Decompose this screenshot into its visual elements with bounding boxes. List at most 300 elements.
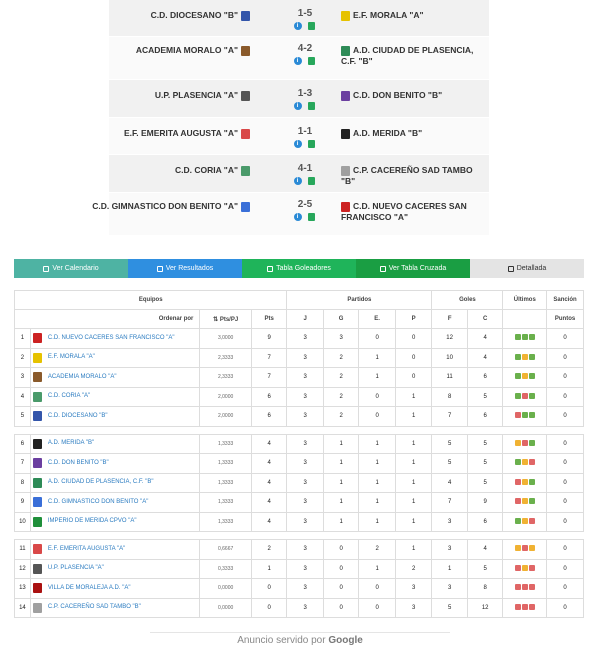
drawn: 1 bbox=[359, 454, 396, 474]
match-score: 2-5 bbox=[297, 199, 313, 210]
team-crest-icon bbox=[33, 603, 42, 613]
sanction-points: 0 bbox=[547, 329, 584, 349]
form-win-icon bbox=[522, 412, 528, 418]
drawn: 0 bbox=[359, 407, 396, 427]
drawn: 1 bbox=[359, 559, 396, 579]
drawn: 1 bbox=[359, 512, 396, 532]
sanction-points: 0 bbox=[547, 387, 584, 407]
report-icon[interactable] bbox=[308, 213, 315, 221]
form-loss-icon bbox=[522, 584, 528, 590]
goals-against: 4 bbox=[467, 329, 503, 349]
drawn: 0 bbox=[359, 329, 396, 349]
last-results bbox=[503, 512, 547, 532]
away-team[interactable]: A.D. CIUDAD DE PLASENCIA, C.F. "B" bbox=[341, 45, 474, 66]
pts-per-game: 2,3333 bbox=[200, 368, 251, 388]
lost: 1 bbox=[395, 512, 431, 532]
form-loss-icon bbox=[529, 604, 535, 610]
played: 3 bbox=[287, 387, 323, 407]
match-score: 1-1 bbox=[297, 126, 313, 137]
team-name[interactable]: C.D. DIOCESANO "B" bbox=[30, 407, 200, 427]
pts-per-game: 2,0000 bbox=[200, 407, 251, 427]
position: 14 bbox=[15, 598, 31, 618]
home-team-crest-icon bbox=[241, 91, 250, 101]
match-actions bbox=[289, 57, 319, 65]
sanction-points: 0 bbox=[547, 493, 584, 513]
form-loss-icon bbox=[529, 459, 535, 465]
pts-per-game: 1,3333 bbox=[200, 493, 251, 513]
table-row[interactable] bbox=[15, 540, 584, 560]
drawn: 0 bbox=[359, 579, 396, 599]
form-loss-icon bbox=[522, 440, 528, 446]
pts-per-game: 2,3333 bbox=[200, 348, 251, 368]
position: 10 bbox=[15, 512, 31, 532]
points: 7 bbox=[251, 348, 287, 368]
form-win-icon bbox=[529, 393, 535, 399]
won: 2 bbox=[323, 387, 359, 407]
form-loss-icon bbox=[529, 565, 535, 571]
drawn: 2 bbox=[359, 540, 396, 560]
points: 4 bbox=[251, 434, 287, 454]
position: 4 bbox=[15, 387, 31, 407]
lost: 1 bbox=[395, 454, 431, 474]
last-results bbox=[503, 329, 547, 349]
played: 3 bbox=[287, 454, 323, 474]
sort-p[interactable]: P bbox=[395, 310, 431, 329]
form-loss-icon bbox=[515, 479, 521, 485]
form-draw-icon bbox=[522, 479, 528, 485]
played: 3 bbox=[287, 559, 323, 579]
home-team-crest-icon bbox=[241, 11, 250, 21]
form-win-icon bbox=[529, 354, 535, 360]
away-team[interactable]: C.D. DON BENITO "B" bbox=[341, 90, 486, 101]
team-name[interactable]: C.D. CORIA "A" bbox=[30, 387, 200, 407]
form-draw-icon bbox=[522, 373, 528, 379]
table-row[interactable] bbox=[15, 368, 584, 388]
group-separator bbox=[15, 532, 584, 540]
match-actions bbox=[289, 213, 319, 221]
report-icon[interactable] bbox=[308, 22, 315, 30]
tab-icon bbox=[380, 266, 386, 272]
position: 9 bbox=[15, 493, 31, 513]
team-name[interactable]: E.F. MORALA "A" bbox=[30, 348, 200, 368]
table-row[interactable] bbox=[15, 407, 584, 427]
ad-footer bbox=[150, 632, 450, 646]
last-results bbox=[503, 540, 547, 560]
team-crest-icon bbox=[33, 333, 42, 343]
match-score: 4-2 bbox=[297, 43, 313, 54]
away-team[interactable]: C.P. CACEREÑO SAD TAMBO "B" bbox=[341, 165, 473, 186]
goals-against: 6 bbox=[467, 368, 503, 388]
team-crest-icon bbox=[33, 411, 42, 421]
goals-against: 5 bbox=[467, 559, 503, 579]
match-list bbox=[92, 0, 489, 236]
position: 8 bbox=[15, 473, 31, 493]
tab-icon bbox=[508, 266, 514, 272]
pts-per-game: 1,3333 bbox=[200, 473, 251, 493]
pts-per-game: 0,0000 bbox=[200, 598, 251, 618]
sort-f[interactable]: F bbox=[432, 310, 468, 329]
table-row[interactable] bbox=[15, 559, 584, 579]
form-draw-icon bbox=[522, 459, 528, 465]
points: 4 bbox=[251, 454, 287, 474]
match-row[interactable] bbox=[109, 80, 489, 118]
info-icon[interactable]: i bbox=[294, 177, 302, 185]
team-crest-icon bbox=[33, 478, 42, 488]
team-name[interactable]: C.P. CACEREÑO SAD TAMBO "B" bbox=[30, 598, 200, 618]
report-icon[interactable] bbox=[308, 102, 315, 110]
form-win-icon bbox=[515, 334, 521, 340]
won: 2 bbox=[323, 368, 359, 388]
points: 2 bbox=[251, 540, 287, 560]
won: 3 bbox=[323, 329, 359, 349]
table-row[interactable] bbox=[15, 473, 584, 493]
form-win-icon bbox=[529, 498, 535, 504]
position: 3 bbox=[15, 368, 31, 388]
away-team[interactable]: A.D. MERIDA "B" bbox=[341, 128, 486, 139]
home-team-crest-icon bbox=[241, 202, 250, 212]
form-win-icon bbox=[515, 518, 521, 524]
goals-against: 4 bbox=[467, 540, 503, 560]
team-crest-icon bbox=[33, 497, 42, 507]
goals-for: 1 bbox=[432, 559, 468, 579]
sort-g[interactable]: G bbox=[323, 310, 359, 329]
pts-per-game: 0,3333 bbox=[200, 559, 251, 579]
form-loss-icon bbox=[515, 584, 521, 590]
form-win-icon bbox=[529, 479, 535, 485]
sanction-points: 0 bbox=[547, 368, 584, 388]
team-name[interactable]: A.D. MERIDA "B" bbox=[30, 434, 200, 454]
last-results bbox=[503, 407, 547, 427]
away-team-crest-icon bbox=[341, 11, 350, 21]
points: 0 bbox=[251, 598, 287, 618]
sanction-points: 0 bbox=[547, 454, 584, 474]
team-name[interactable]: ACADEMIA MORALO "A" bbox=[30, 368, 200, 388]
form-win-icon bbox=[515, 373, 521, 379]
lost: 3 bbox=[395, 598, 431, 618]
played: 3 bbox=[287, 512, 323, 532]
table-row[interactable] bbox=[15, 579, 584, 599]
lost: 1 bbox=[395, 387, 431, 407]
drawn: 1 bbox=[359, 473, 396, 493]
away-team-crest-icon bbox=[341, 129, 350, 139]
sanction-points: 0 bbox=[547, 473, 584, 493]
away-team-crest-icon bbox=[341, 166, 350, 176]
won: 0 bbox=[323, 579, 359, 599]
goals-for: 11 bbox=[432, 368, 468, 388]
position: 1 bbox=[15, 329, 31, 349]
team-crest-icon bbox=[33, 544, 42, 554]
away-team[interactable]: E.F. MORALA "A" bbox=[341, 10, 486, 21]
played: 3 bbox=[287, 368, 323, 388]
won: 0 bbox=[323, 598, 359, 618]
team-crest-icon bbox=[33, 439, 42, 449]
header-partidos: Partidos bbox=[287, 291, 432, 310]
table-row[interactable] bbox=[15, 387, 584, 407]
last-results bbox=[503, 387, 547, 407]
team-name[interactable]: E.F. EMERITA AUGUSTA "A" bbox=[30, 540, 200, 560]
home-team[interactable]: E.F. EMERITA AUGUSTA "A" bbox=[83, 128, 253, 139]
form-draw-icon bbox=[522, 565, 528, 571]
lost: 1 bbox=[395, 434, 431, 454]
pts-per-game: 1,3333 bbox=[200, 454, 251, 474]
won: 1 bbox=[323, 473, 359, 493]
tab-tabla-goleadores[interactable]: Tabla Goleadores bbox=[242, 259, 356, 278]
pts-per-game: 1,3333 bbox=[200, 512, 251, 532]
played: 3 bbox=[287, 348, 323, 368]
goals-against: 12 bbox=[467, 598, 503, 618]
home-team[interactable]: U.P. PLASENCIA "A" bbox=[83, 90, 253, 101]
form-win-icon bbox=[515, 393, 521, 399]
team-name[interactable]: U.P. PLASENCIA "A" bbox=[30, 559, 200, 579]
table-sub-header bbox=[15, 310, 584, 329]
tab-icon bbox=[267, 266, 273, 272]
won: 2 bbox=[323, 407, 359, 427]
position: 6 bbox=[15, 434, 31, 454]
team-crest-icon bbox=[33, 517, 42, 527]
form-win-icon bbox=[529, 373, 535, 379]
lost: 1 bbox=[395, 493, 431, 513]
header-ultimos: Últimos bbox=[503, 291, 547, 310]
form-loss-icon bbox=[522, 604, 528, 610]
report-icon[interactable] bbox=[308, 140, 315, 148]
tab-ver-tabla-cruzada[interactable]: Ver Tabla Cruzada bbox=[356, 259, 470, 278]
drawn: 1 bbox=[359, 434, 396, 454]
team-crest-icon bbox=[33, 564, 42, 574]
position: 5 bbox=[15, 407, 31, 427]
away-team-crest-icon bbox=[341, 91, 350, 101]
won: 2 bbox=[323, 348, 359, 368]
last-results bbox=[503, 473, 547, 493]
form-draw-icon bbox=[529, 545, 535, 551]
tab-bar bbox=[14, 259, 584, 278]
lost: 0 bbox=[395, 329, 431, 349]
team-name[interactable]: C.D. GIMNASTICO DON BENITO "A" bbox=[30, 493, 200, 513]
won: 0 bbox=[323, 540, 359, 560]
team-name[interactable]: VILLA DE MORALEJA A.D. "A" bbox=[30, 579, 200, 599]
team-name[interactable]: A.D. CIUDAD DE PLASENCIA, C.F. "B" bbox=[30, 473, 200, 493]
last-results bbox=[503, 454, 547, 474]
header-puntos: Puntos bbox=[547, 310, 584, 329]
points: 9 bbox=[251, 329, 287, 349]
form-draw-icon bbox=[522, 518, 528, 524]
lost: 1 bbox=[395, 407, 431, 427]
form-loss-icon bbox=[529, 584, 535, 590]
played: 3 bbox=[287, 473, 323, 493]
standings-table bbox=[14, 290, 584, 618]
table-row[interactable] bbox=[15, 512, 584, 532]
home-team[interactable]: C.D. DIOCESANO "B" bbox=[83, 10, 253, 21]
pts-per-game: 0,0000 bbox=[200, 579, 251, 599]
points: 0 bbox=[251, 579, 287, 599]
played: 3 bbox=[287, 434, 323, 454]
form-loss-icon bbox=[515, 412, 521, 418]
points: 7 bbox=[251, 368, 287, 388]
form-draw-icon bbox=[522, 498, 528, 504]
sanction-points: 0 bbox=[547, 407, 584, 427]
form-loss-icon bbox=[515, 498, 521, 504]
sanction-points: 0 bbox=[547, 559, 584, 579]
drawn: 1 bbox=[359, 368, 396, 388]
team-crest-icon bbox=[33, 392, 42, 402]
team-crest-icon bbox=[33, 583, 42, 593]
table-group-header bbox=[15, 291, 584, 310]
goals-against: 5 bbox=[467, 387, 503, 407]
team-crest-icon bbox=[33, 458, 42, 468]
header-sancion: Sanción bbox=[547, 291, 584, 310]
match-row[interactable] bbox=[109, 0, 489, 37]
won: 0 bbox=[323, 559, 359, 579]
goals-against: 5 bbox=[467, 454, 503, 474]
sort-pts-pj[interactable]: ⇅ Pts/PJ bbox=[200, 310, 251, 329]
form-loss-icon bbox=[515, 604, 521, 610]
position: 12 bbox=[15, 559, 31, 579]
tab-detallada[interactable]: Detallada bbox=[470, 259, 584, 278]
info-icon[interactable]: i bbox=[294, 213, 302, 221]
goals-for: 5 bbox=[432, 434, 468, 454]
home-team[interactable]: C.D. CORIA "A" bbox=[83, 165, 253, 176]
table-row[interactable] bbox=[15, 598, 584, 618]
group-separator bbox=[15, 426, 584, 434]
home-team[interactable]: C.D. GIMNASTICO DON BENITO "A" bbox=[83, 201, 253, 212]
tab-icon bbox=[157, 266, 163, 272]
drawn: 0 bbox=[359, 387, 396, 407]
lost: 3 bbox=[395, 579, 431, 599]
goals-for: 7 bbox=[432, 407, 468, 427]
pts-per-game: 3,0000 bbox=[200, 329, 251, 349]
played: 3 bbox=[287, 540, 323, 560]
goals-for: 3 bbox=[432, 540, 468, 560]
table-row[interactable] bbox=[15, 348, 584, 368]
drawn: 1 bbox=[359, 348, 396, 368]
goals-for: 4 bbox=[432, 473, 468, 493]
sort-icon: ⇅ bbox=[213, 316, 219, 323]
goals-for: 10 bbox=[432, 348, 468, 368]
position: 2 bbox=[15, 348, 31, 368]
drawn: 0 bbox=[359, 598, 396, 618]
form-win-icon bbox=[522, 334, 528, 340]
info-icon[interactable]: i bbox=[294, 22, 302, 30]
match-actions bbox=[289, 140, 319, 148]
table-row[interactable] bbox=[15, 329, 584, 349]
sort-j[interactable]: J bbox=[287, 310, 323, 329]
pts-per-game: 2,0000 bbox=[200, 387, 251, 407]
goals-for: 5 bbox=[432, 454, 468, 474]
info-icon[interactable]: i bbox=[294, 57, 302, 65]
report-icon[interactable] bbox=[308, 57, 315, 65]
info-icon[interactable]: i bbox=[294, 140, 302, 148]
form-loss-icon bbox=[529, 518, 535, 524]
team-name[interactable]: C.D. NUEVO CACERES SAN FRANCISCO "A" bbox=[30, 329, 200, 349]
won: 1 bbox=[323, 454, 359, 474]
position: 11 bbox=[15, 540, 31, 560]
home-team[interactable]: ACADEMIA MORALO "A" bbox=[83, 45, 253, 56]
form-draw-icon bbox=[515, 440, 521, 446]
info-icon[interactable]: i bbox=[294, 102, 302, 110]
last-results bbox=[503, 434, 547, 454]
home-team-crest-icon bbox=[241, 129, 250, 139]
pts-per-game: 1,3333 bbox=[200, 434, 251, 454]
lost: 1 bbox=[395, 540, 431, 560]
match-row[interactable] bbox=[109, 118, 489, 155]
form-loss-icon bbox=[522, 545, 528, 551]
match-score: 1-5 bbox=[297, 8, 313, 19]
goals-against: 8 bbox=[467, 579, 503, 599]
points: 4 bbox=[251, 493, 287, 513]
match-row[interactable] bbox=[92, 193, 489, 236]
team-crest-icon bbox=[33, 353, 42, 363]
goals-for: 5 bbox=[432, 598, 468, 618]
position: 7 bbox=[15, 454, 31, 474]
goals-for: 12 bbox=[432, 329, 468, 349]
header-ultimos-blank bbox=[503, 310, 547, 329]
match-score: 1-3 bbox=[297, 88, 313, 99]
form-loss-icon bbox=[515, 565, 521, 571]
team-name[interactable]: IMPERIO DE MERIDA CPVO "A" bbox=[30, 512, 200, 532]
table-row[interactable] bbox=[15, 493, 584, 513]
lost: 0 bbox=[395, 368, 431, 388]
match-actions bbox=[289, 102, 319, 110]
sort-pts[interactable]: Pts bbox=[251, 310, 287, 329]
form-win-icon bbox=[529, 440, 535, 446]
goals-against: 5 bbox=[467, 473, 503, 493]
position: 13 bbox=[15, 579, 31, 599]
points: 6 bbox=[251, 407, 287, 427]
last-results bbox=[503, 579, 547, 599]
form-win-icon bbox=[515, 459, 521, 465]
form-draw-icon bbox=[522, 354, 528, 360]
sort-label: Ordenar por bbox=[15, 310, 200, 329]
sanction-points: 0 bbox=[547, 540, 584, 560]
points: 4 bbox=[251, 512, 287, 532]
lost: 1 bbox=[395, 473, 431, 493]
sort-e[interactable]: E. bbox=[359, 310, 396, 329]
form-win-icon bbox=[529, 334, 535, 340]
points: 6 bbox=[251, 387, 287, 407]
drawn: 1 bbox=[359, 493, 396, 513]
won: 1 bbox=[323, 434, 359, 454]
tab-icon bbox=[43, 266, 49, 272]
match-row[interactable] bbox=[109, 37, 489, 80]
sanction-points: 0 bbox=[547, 579, 584, 599]
match-actions bbox=[289, 22, 319, 30]
match-row[interactable] bbox=[109, 155, 489, 193]
won: 1 bbox=[323, 512, 359, 532]
table-row[interactable] bbox=[15, 454, 584, 474]
team-name[interactable]: C.D. DON BENITO "B" bbox=[30, 454, 200, 474]
played: 3 bbox=[287, 579, 323, 599]
played: 3 bbox=[287, 598, 323, 618]
sort-c[interactable]: C bbox=[467, 310, 503, 329]
sanction-points: 0 bbox=[547, 598, 584, 618]
report-icon[interactable] bbox=[308, 177, 315, 185]
lost: 2 bbox=[395, 559, 431, 579]
ad-brand: Google bbox=[328, 635, 363, 646]
home-team-crest-icon bbox=[241, 46, 250, 56]
form-draw-icon bbox=[515, 545, 521, 551]
table-row[interactable] bbox=[15, 434, 584, 454]
played: 3 bbox=[287, 329, 323, 349]
points: 1 bbox=[251, 559, 287, 579]
away-team[interactable]: C.D. NUEVO CACERES SAN FRANCISCO "A" bbox=[341, 201, 467, 222]
home-team-crest-icon bbox=[241, 166, 250, 176]
won: 1 bbox=[323, 493, 359, 513]
tab-ver-resultados[interactable]: Ver Resultados bbox=[128, 259, 242, 278]
tab-ver-calendario[interactable]: Ver Calendario bbox=[14, 259, 128, 278]
form-win-icon bbox=[529, 412, 535, 418]
header-goles: Goles bbox=[432, 291, 503, 310]
team-crest-icon bbox=[33, 372, 42, 382]
form-loss-icon bbox=[522, 393, 528, 399]
